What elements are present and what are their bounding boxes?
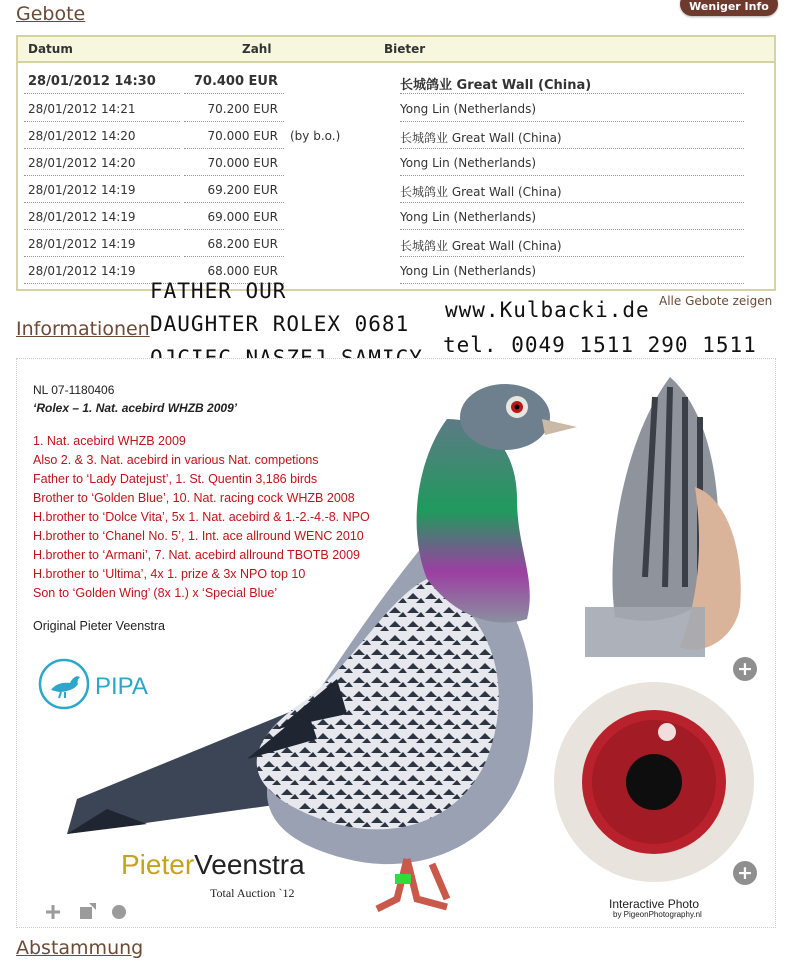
achievement-line: H.brother to ‘Armani’, 7. Nat. acebird allround TBOTB 2009 — [33, 548, 361, 562]
bid-amount: 70.000 EUR — [207, 129, 278, 143]
pedigree-section-title[interactable]: Abstammung — [16, 937, 144, 959]
original-breeder: Original Pieter Veenstra — [33, 619, 166, 633]
bid-amount: 70.000 EUR — [207, 156, 278, 170]
eye-thumbnail[interactable] — [549, 677, 759, 892]
bids-section-title[interactable]: Gebote — [16, 3, 86, 25]
achievement-line: 1. Nat. acebird WHZB 2009 — [33, 434, 186, 448]
achievement-line: Brother to ‘Golden Blue’, 10. Nat. racing cock WHZB 2008 — [33, 491, 355, 505]
bid-row — [24, 67, 744, 94]
bids-table-header — [18, 37, 774, 63]
info-section-title[interactable]: Informationen — [16, 318, 150, 340]
achievement-line: H.brother to ‘Ultima’, 4x 1. prize & 3x NPO top 10 — [33, 567, 306, 581]
bid-row — [24, 176, 744, 203]
brand-first-name: Pieter — [121, 849, 195, 880]
row-divider — [400, 283, 744, 284]
bid-amount: 70.400 EUR — [193, 74, 278, 89]
achievement-line: H.brother to ‘Chanel No. 5’, 1. Int. ace allround WENC 2010 — [33, 529, 364, 543]
achievement-line: Also 2. & 3. Nat. acebird in various Nat. competions — [33, 453, 319, 467]
zoom-eye-button[interactable]: + — [733, 861, 757, 885]
bid-bidder: Yong Lin (Netherlands) — [400, 156, 537, 170]
overlay-line-2: DAUGHTER ROLEX 0681 — [150, 312, 410, 336]
dot-icon[interactable] — [111, 904, 127, 920]
brand-logo — [121, 849, 305, 881]
show-all-bids-link[interactable]: Alle Gebote zeigen — [659, 294, 773, 308]
interactive-photo-credit: by PigeonPhotography.nl — [613, 910, 702, 919]
bid-row — [24, 257, 744, 284]
column-header-date: Datum — [28, 42, 73, 56]
bid-amount: 69.000 EUR — [207, 210, 278, 224]
bid-date: 28/01/2012 14:20 — [28, 156, 136, 170]
bids-table — [16, 35, 776, 291]
overlay-line-1: FATHER OUR — [150, 279, 287, 303]
bid-row — [24, 95, 744, 122]
brand-last-name: Veenstra — [194, 849, 305, 880]
ring-number: NL 07-1180406 — [33, 383, 115, 397]
bid-date: 28/01/2012 14:21 — [28, 102, 136, 116]
bid-amount: 70.200 EUR — [207, 102, 278, 116]
zoom-wing-button[interactable]: + — [733, 657, 757, 681]
fullscreen-icon[interactable] — [79, 902, 97, 920]
wing-thumbnail[interactable] — [585, 377, 755, 662]
interactive-photo-label: Interactive Photo — [609, 897, 700, 911]
bid-row — [24, 203, 744, 230]
bid-date: 28/01/2012 14:20 — [28, 129, 136, 143]
brand-tagline: Total Auction `12 — [210, 886, 295, 900]
bid-date: 28/01/2012 14:19 — [28, 264, 136, 278]
plus-icon[interactable] — [45, 904, 61, 920]
pipa-label: PIPA — [95, 673, 148, 700]
bid-date: 28/01/2012 14:19 — [28, 237, 136, 251]
bid-row — [24, 149, 744, 176]
bid-amount: 68.000 EUR — [207, 264, 278, 278]
overlay-website: www.Kulbacki.de — [445, 298, 650, 322]
overlay-phone: tel. 0049 1511 290 1511 — [443, 333, 757, 357]
row-divider — [184, 93, 284, 94]
bid-date: 28/01/2012 14:30 — [28, 74, 156, 89]
column-header-amount: Zahl — [242, 42, 272, 56]
bid-note: (by b.o.) — [290, 129, 341, 143]
bid-bidder: 长城鸽业 Great Wall (China) — [400, 185, 562, 199]
achievement-line: H.brother to ‘Dolce Vita’, 5x 1. Nat. acebird & 1.-2.-4.-8. NPO — [33, 510, 370, 524]
bid-date: 28/01/2012 14:19 — [28, 183, 136, 197]
bid-amount: 68.200 EUR — [207, 237, 278, 251]
pigeon-image — [47, 379, 607, 919]
bid-date: 28/01/2012 14:19 — [28, 210, 136, 224]
pigeon-subtitle: ‘Rolex – 1. Nat. acebird WHZB 2009’ — [33, 401, 238, 415]
bid-bidder: Yong Lin (Netherlands) — [400, 210, 537, 224]
less-info-button[interactable]: Weniger Info — [680, 0, 778, 16]
bid-row — [24, 122, 744, 149]
bid-row — [24, 230, 744, 257]
bid-bidder: 长城鸽业 Great Wall (China) — [400, 131, 562, 145]
bid-bidder: 长城鸽业 Great Wall (China) — [400, 78, 592, 93]
achievement-line: Son to ‘Golden Wing’ (8x 1.) x ‘Special Blue’ — [33, 586, 278, 600]
bid-bidder: 长城鸽业 Great Wall (China) — [400, 239, 562, 253]
row-divider — [24, 93, 180, 94]
achievement-line: Father to ‘Lady Datejust’, 1. St. Quentin 3,186 birds — [33, 472, 318, 486]
bid-amount: 69.200 EUR — [207, 183, 278, 197]
column-header-bidder: Bieter — [384, 42, 426, 56]
row-divider — [400, 93, 744, 94]
bid-bidder: Yong Lin (Netherlands) — [400, 264, 537, 278]
bid-bidder: Yong Lin (Netherlands) — [400, 102, 537, 116]
pigeon-photo — [16, 358, 776, 928]
